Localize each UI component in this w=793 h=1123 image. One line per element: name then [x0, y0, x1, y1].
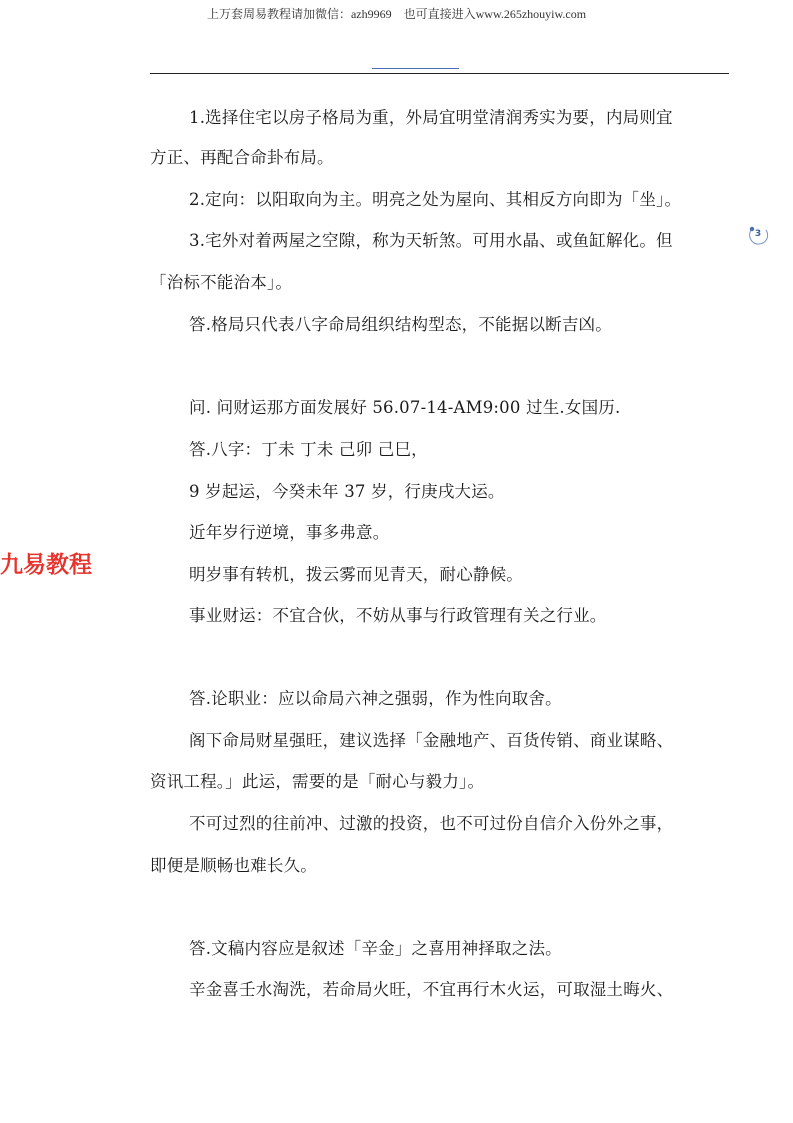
- body-line-15: 资讯工程。」此运，需要的是「耐心与毅力」。: [150, 772, 485, 791]
- header-accent-line: [372, 68, 459, 69]
- body-line-2: 方正、再配合命卦布局。: [150, 148, 334, 167]
- page-marker-number: 3: [754, 229, 762, 239]
- body-line-8: 答.八字：丁未 丁未 己卯 己巳，: [189, 440, 428, 459]
- body-line-1: 1.选择住宅以房子格局为重，外局宜明堂清润秀实为要，内局则宜: [189, 108, 673, 127]
- header-note: 上万套周易教程请加微信：azh9969 也可直接进入www.265zhouyiw.com: [206, 7, 587, 21]
- body-line-4: 3.宅外对着两屋之空隙，称为天斩煞。可用水晶、或鱼缸解化。但: [189, 231, 673, 250]
- page-marker: [748, 225, 770, 247]
- body-line-7: 问. 问财运那方面发展好 56.07-14-AM9:00 过生.女国历.: [189, 398, 621, 417]
- body-line-14: 阁下命局财星强旺，建议选择「金融地产、百货传销、商业谋略、: [189, 731, 674, 750]
- body-line-17: 即便是顺畅也难长久。: [150, 856, 317, 875]
- body-line-6: 答.格局只代表八字命局组织结构型态，不能据以断吉凶。: [189, 315, 612, 334]
- header-rule: [150, 73, 729, 74]
- body-line-10: 近年岁行逆境，事多弗意。: [189, 523, 390, 542]
- body-line-3: 2.定向：以阳取向为主。明亮之处为屋向、其相反方向即为「坐」。: [189, 190, 682, 209]
- body-line-16: 不可过烈的往前冲、过激的投资，也不可过份自信介入份外之事，: [189, 814, 674, 833]
- body-line-11: 明岁事有转机，拨云雾而见青天，耐心静候。: [189, 565, 523, 584]
- body-line-13: 答.论职业：应以命局六神之强弱，作为性向取舍。: [189, 689, 562, 708]
- body-line-12: 事业财运：不宜合伙，不妨从事与行政管理有关之行业。: [189, 606, 607, 625]
- body-line-19: 辛金喜壬水淘洗，若命局火旺，不宜再行木火运，可取湿土晦火、: [189, 980, 674, 999]
- watermark-logo: 九易教程: [0, 552, 92, 578]
- body-line-18: 答.文稿内容应是叙述「辛金」之喜用神择取之法。: [189, 939, 562, 958]
- body-line-9: 9 岁起运，今癸未年 37 岁，行庚戌大运。: [189, 482, 505, 501]
- body-line-5: 「治标不能治本」。: [150, 273, 293, 292]
